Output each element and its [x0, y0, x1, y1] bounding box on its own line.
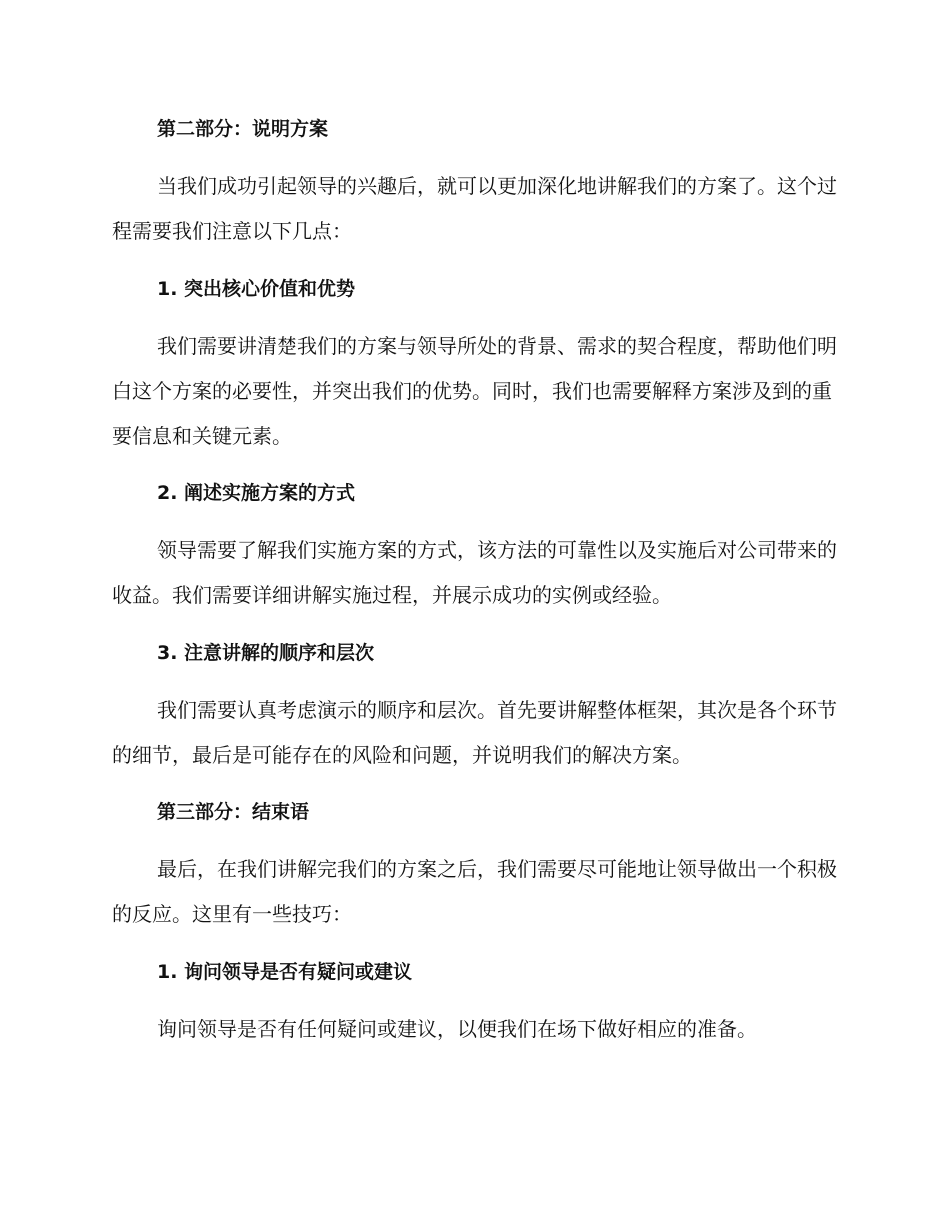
- section-heading: 第三部分：结束语: [157, 801, 310, 823]
- section-intro-paragraph: 当我们成功引起领导的兴趣后，就可以更加深化地讲解我们的方案了。这个过程需要我们注意以下几点：: [112, 174, 837, 243]
- item-heading: 1. 询问领导是否有疑问或建议: [157, 961, 413, 983]
- section-heading: 第二部分：说明方案: [157, 118, 329, 140]
- item-heading: 1. 突出核心价值和优势: [157, 278, 356, 300]
- item-heading: 2. 阐述实施方案的方式: [157, 482, 356, 504]
- item-paragraph: 询问领导是否有任何疑问或建议，以便我们在场下做好相应的准备。: [157, 1017, 757, 1041]
- item-heading: 3. 注意讲解的顺序和层次: [157, 642, 375, 664]
- item-paragraph: 领导需要了解我们实施方案的方式，该方法的可靠性以及实施后对公司带来的收益。我们需要详细讲解实施过程，并展示成功的实例或经验。: [112, 538, 837, 607]
- section-intro-paragraph: 最后，在我们讲解完我们的方案之后，我们需要尽可能地让领导做出一个积极的反应。这里有一些技巧：: [112, 857, 837, 926]
- item-paragraph: 我们需要认真考虑演示的顺序和层次。首先要讲解整体框架，其次是各个环节的细节，最后是可能存在的风险和问题，并说明我们的解决方案。: [112, 698, 837, 767]
- item-paragraph: 我们需要讲清楚我们的方案与领导所处的背景、需求的契合程度，帮助他们明白这个方案的必要性，并突出我们的优势。同时，我们也需要解释方案涉及到的重要信息和关键元素。: [112, 334, 837, 448]
